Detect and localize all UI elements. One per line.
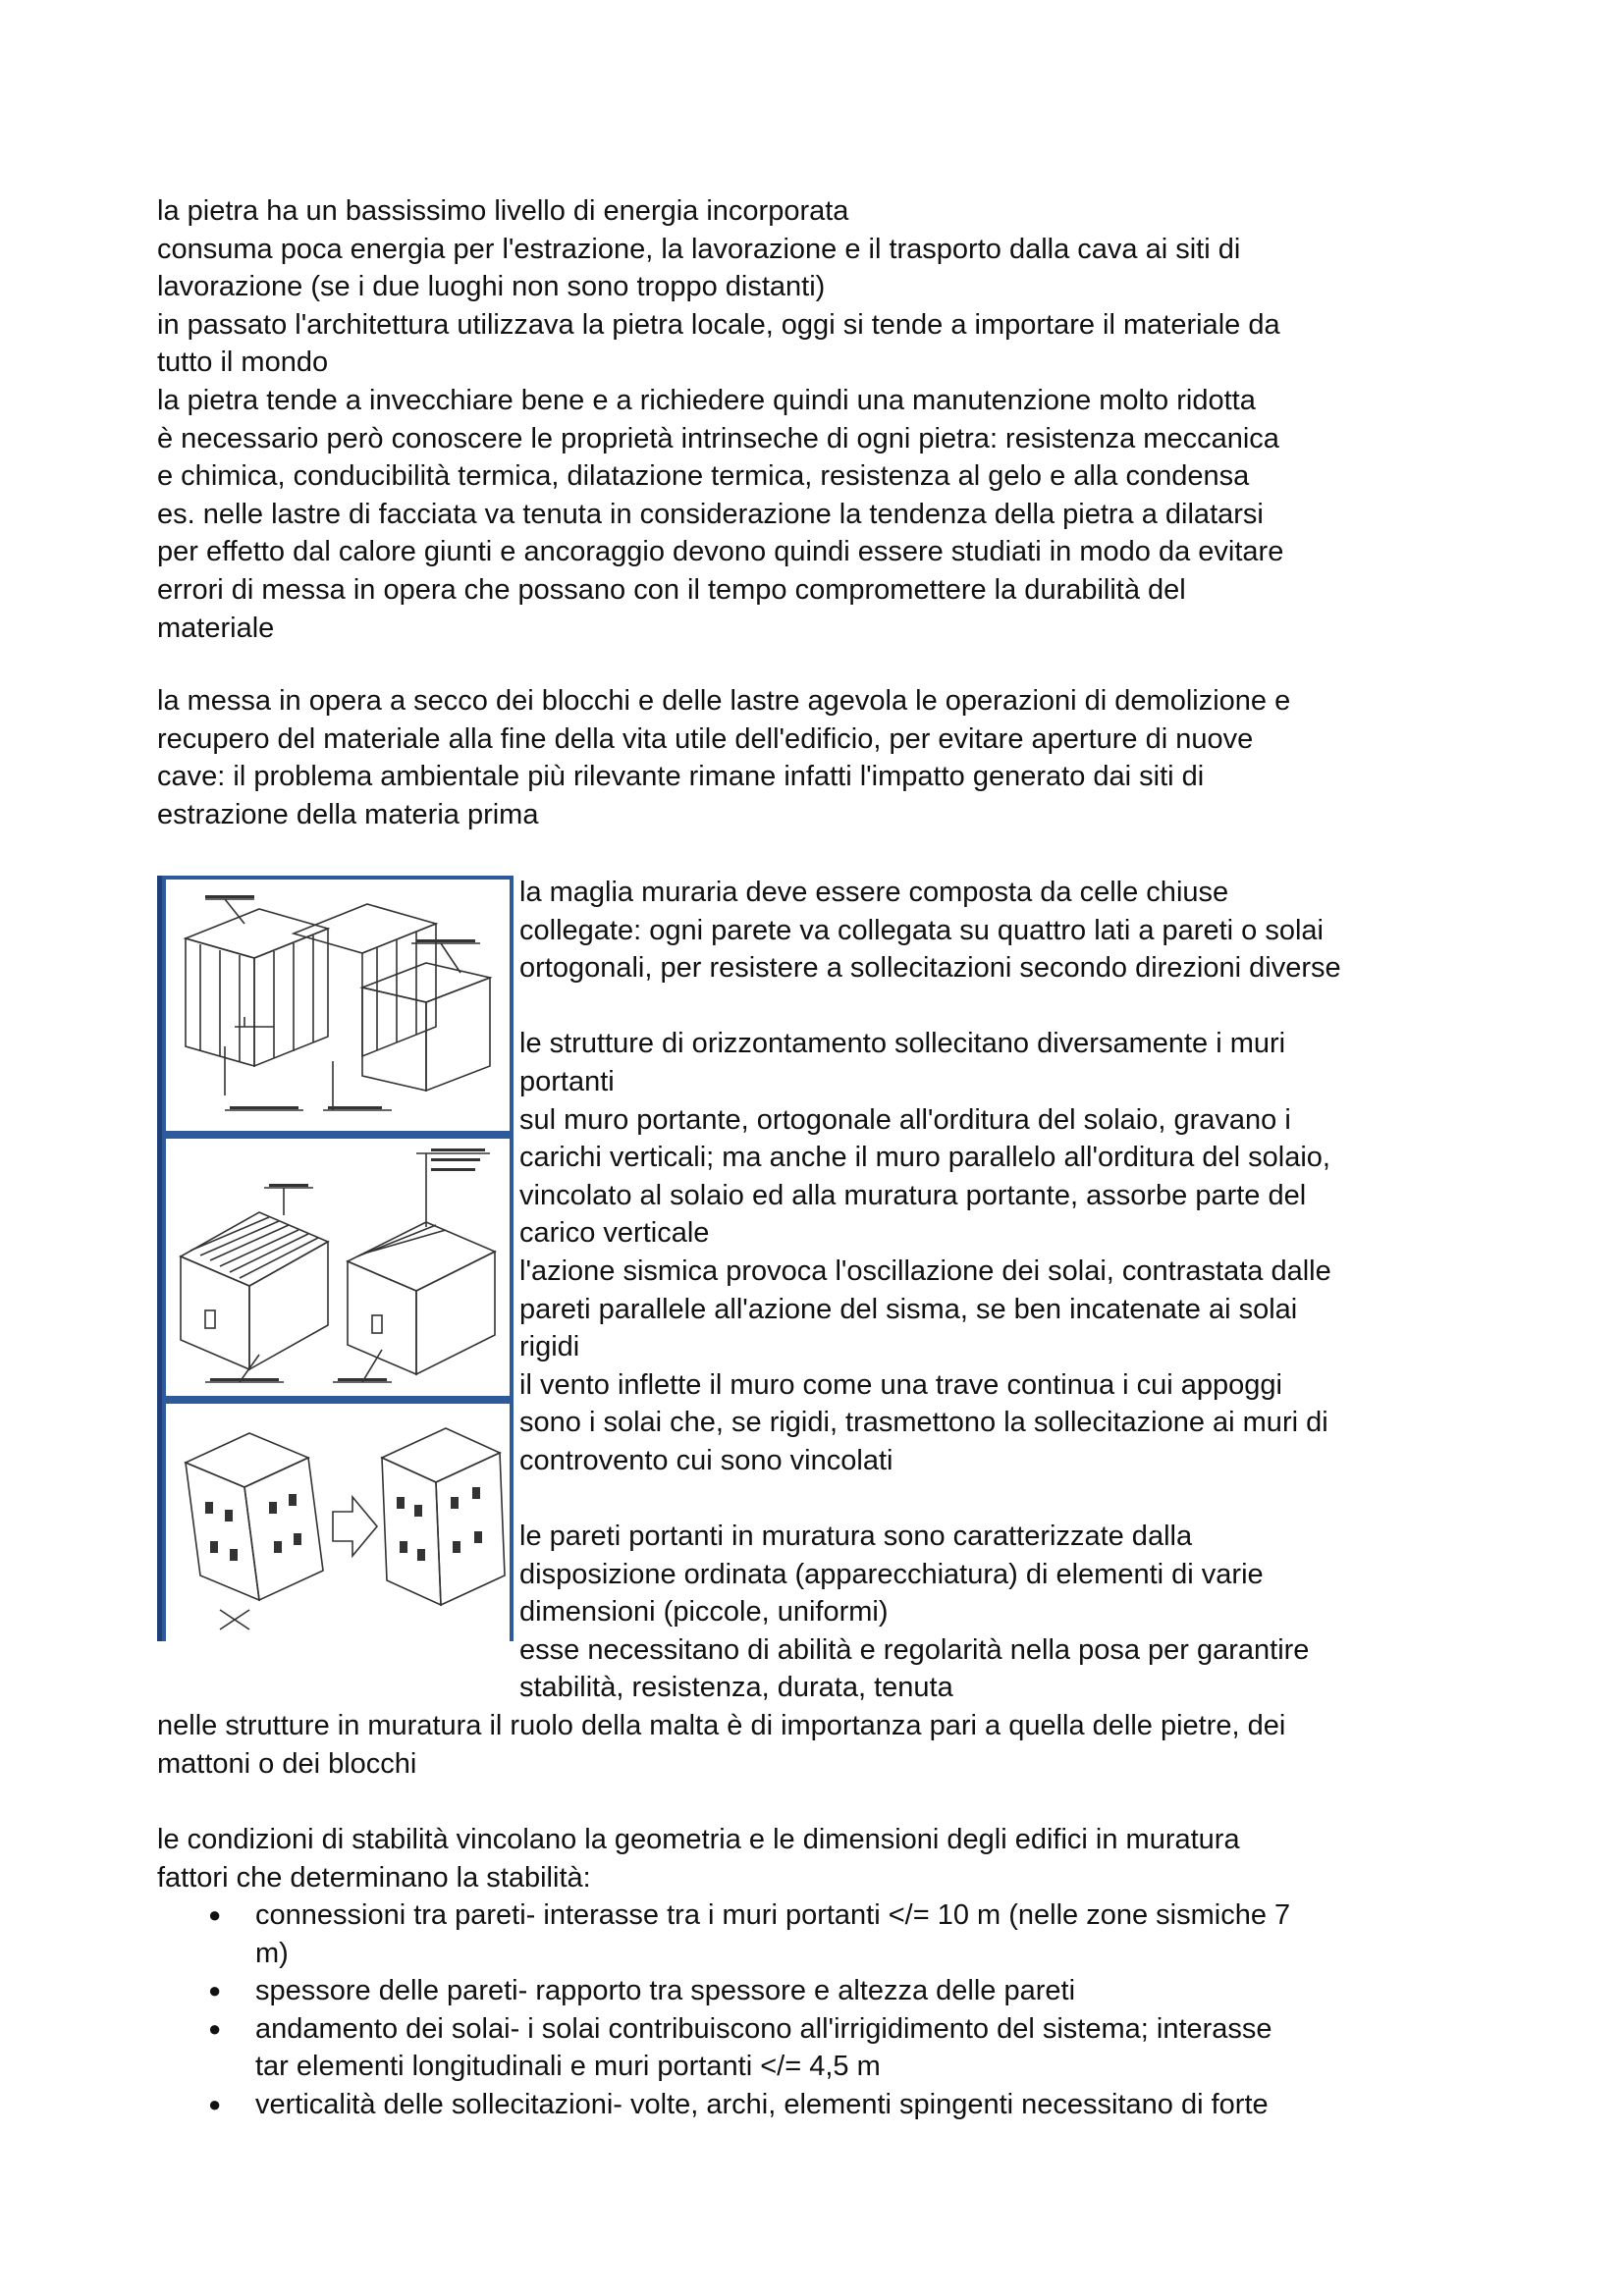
text-line: ortogonali, per resistere a sollecitazioni secondo direzioni diverse xyxy=(519,952,1341,985)
text-line: pareti parallele all'azione del sisma, se ben incatenate ai solai xyxy=(519,1293,1298,1325)
text-line: è necessario però conoscere le proprietà intrinseche di ogni pietra: resistenza meccanica xyxy=(157,422,1279,454)
text-line: carico verticale xyxy=(519,1217,710,1250)
text-line: tar elementi longitudinali e muri portanti </= 4,5 m xyxy=(255,2051,881,2083)
text-line: il vento inflette il muro come una trave continua i cui appoggi xyxy=(519,1368,1282,1401)
text-line: stabilità, resistenza, durata, tenuta xyxy=(519,1672,953,1704)
stability-paragraph xyxy=(157,1821,1473,1896)
floor-slab-drawing xyxy=(166,1139,510,1396)
text-line: collegate: ogni parete va collegata su quattro lati a pareti o solai xyxy=(519,914,1324,946)
text-line: recupero del materiale alla fine della vita utile dell'edificio, per evitare aperture di nuove xyxy=(157,722,1254,755)
list-item xyxy=(157,2010,1473,2086)
recovery-paragraph xyxy=(157,682,1473,833)
text-line: esse necessitano di abilità e regolarità nella posa per garantire xyxy=(519,1633,1310,1666)
floor-slab-sketch xyxy=(162,1135,514,1400)
intro-paragraph xyxy=(157,192,1473,647)
text-line: materiale xyxy=(157,612,275,644)
text-line: portanti xyxy=(519,1065,615,1097)
text-line: la pietra tende a invecchiare bene e a richiedere quindi una manutenzione molto ridotta xyxy=(157,384,1256,416)
list-item xyxy=(157,2086,1473,2124)
masonry-figure xyxy=(157,876,509,1641)
text-line: consuma poca energia per l'estrazione, la lavorazione e il trasporto dalla cava ai siti di xyxy=(157,233,1241,265)
text-line: le pareti portanti in muratura sono caratterizzate dalla xyxy=(519,1521,1193,1553)
text-line: disposizione ordinata (apparecchiatura) di elementi di varie xyxy=(519,1558,1264,1590)
text-line: spessore delle pareti- rapporto tra spessore e altezza delle pareti xyxy=(255,1975,1076,2007)
text-line: andamento dei solai- i solai contribuiscono all'irrigidimento del sistema; interasse xyxy=(255,2012,1272,2045)
text-line: rigidi xyxy=(519,1331,580,1363)
stability-factors-list xyxy=(157,1896,1473,2124)
list-item xyxy=(157,1896,1473,1972)
text-line: le condizioni di stabilità vincolano la geometria e le dimensioni degli edifici in muratura xyxy=(157,1824,1240,1855)
text-line: le strutture di orizzontamento sollecitano diversamente i muri xyxy=(519,1028,1286,1060)
text-line: e chimica, conducibilità termica, dilatazione termica, resistenza al gelo e alla condensa xyxy=(157,460,1250,493)
list-item xyxy=(157,1972,1473,2010)
text-line: per effetto dal calore giunti e ancoraggio devono quindi essere studiati in modo da evitare xyxy=(157,536,1284,568)
seismic-action-drawing xyxy=(166,1404,510,1641)
text-line: tutto il mondo xyxy=(157,347,329,379)
text-line: la pietra ha un bassissimo livello di energia incorporata xyxy=(157,195,849,227)
text-line: estrazione della materia prima xyxy=(157,798,539,830)
text-line: sul muro portante, ortogonale all'orditura del solaio, gravano i xyxy=(519,1103,1291,1136)
mortar-paragraph xyxy=(157,1707,1473,1783)
paragraph-gap xyxy=(519,988,1482,1026)
text-line: cave: il problema ambientale più rilevante rimane infatti l'impatto generato dai siti di xyxy=(157,761,1205,793)
closed-cells-drawing xyxy=(166,880,510,1131)
seismic-action-sketch xyxy=(162,1400,514,1641)
text-line: sono i solai che, se rigidi, trasmettono la sollecitazione ai muri di xyxy=(519,1407,1328,1439)
bullet-icon: ● xyxy=(208,2015,222,2041)
text-line: la maglia muraria deve essere composta da celle chiuse xyxy=(519,877,1229,908)
closed-cells-sketch xyxy=(162,876,514,1135)
text-line: vincolato al solaio ed alla muratura portante, assorbe parte del xyxy=(519,1179,1307,1211)
text-line: in passato l'architettura utilizzava la pietra locale, oggi si tende a importare il materiale da xyxy=(157,308,1280,341)
text-line: dimensioni (piccole, uniformi) xyxy=(519,1596,889,1629)
text-line: m) xyxy=(255,1937,289,1969)
bullet-icon: ● xyxy=(208,1978,222,2003)
text-line: fattori che determinano la stabilità: xyxy=(157,1861,591,1894)
text-line: es. nelle lastre di facciata va tenuta in considerazione la tendenza della pietra a dilatarsi xyxy=(157,498,1264,530)
paragraph-gap xyxy=(519,1480,1482,1519)
bullet-icon: ● xyxy=(208,2091,222,2116)
text-line: carichi verticali; ma anche il muro parallelo all'orditura del solaio, xyxy=(519,1142,1330,1174)
text-line: l'azione sismica provoca l'oscillazione dei solai, contrastata dalle xyxy=(519,1255,1331,1287)
text-line: nelle strutture in muratura il ruolo della malta è di importanza pari a quella delle pietre, dei xyxy=(157,1710,1286,1741)
text-line: controvento cui sono vincolati xyxy=(519,1444,893,1476)
figure-side-text xyxy=(519,874,1482,1707)
text-line: verticalità delle sollecitazioni- volte, archi, elementi spingenti necessitano di forte xyxy=(255,2088,1269,2120)
text-line: connessioni tra pareti- interasse tra i muri portanti </= 10 m (nelle zone sismiche 7 xyxy=(255,1899,1291,1931)
bullet-icon: ● xyxy=(208,1902,222,1927)
text-line: lavorazione (se i due luoghi non sono troppo distanti) xyxy=(157,271,826,303)
text-line: errori di messa in opera che possano con il tempo compromettere la durabilità del xyxy=(157,573,1186,606)
text-line: la messa in opera a secco dei blocchi e delle lastre agevola le operazioni di demolizione e xyxy=(157,685,1291,717)
text-line: mattoni o dei blocchi xyxy=(157,1747,417,1780)
